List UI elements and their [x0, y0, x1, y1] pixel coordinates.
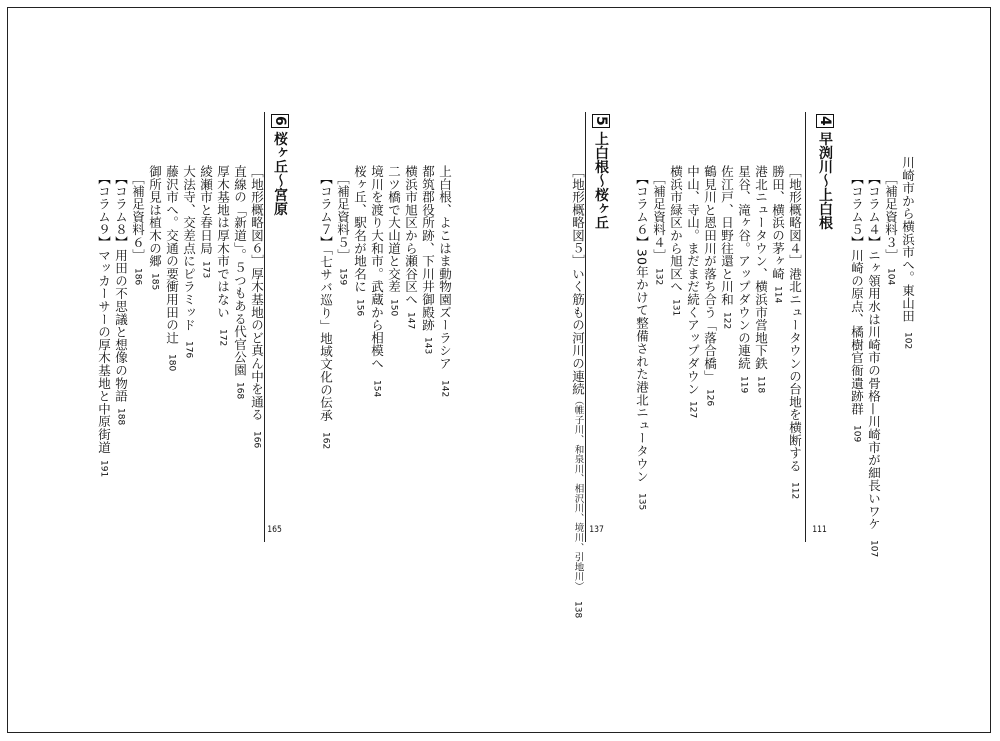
- chapter-number: 4: [817, 116, 833, 126]
- chapter-heading-5: [592, 114, 610, 230]
- toc-entry: 上白根、よこはま動物園ズーラシア142: [437, 165, 453, 397]
- toc-entry: 藤沢市へ。交通の要衝用田の辻180: [164, 165, 180, 372]
- toc-entry: 境川を渡り大和市。武蔵から相模へ154: [369, 165, 385, 397]
- toc-entry: 都筑郡役所跡、下川井御殿跡143: [420, 165, 436, 355]
- toc-entry: 川崎市から横浜市へ。東山田102: [900, 156, 916, 350]
- chapter-divider: [805, 112, 806, 542]
- toc-entry: ［補足資料５］159: [335, 172, 351, 285]
- toc-entry: 厚木基地は厚木市ではない172: [215, 165, 231, 346]
- toc-entry: 横浜市旭区から瀬谷区へ147: [403, 165, 419, 329]
- toc-entry: 【コラム４】ニヶ領用水は川崎市の骨格—川崎市が細長いワケ107: [866, 172, 882, 558]
- toc-entry: 大法寺、交差点にピラミッド176: [181, 165, 197, 359]
- toc-entry: 桜ヶ丘、駅名が地名に156: [352, 165, 368, 317]
- toc-entry: 【コラム８】用田の不思議と想像の物語188: [113, 172, 129, 426]
- toc-entry: 二ツ橋で大山道と交差150: [386, 165, 402, 317]
- toc-entry: ［地形概略図６］厚木基地のど真ん中を通る166: [249, 165, 265, 449]
- toc-entry-note: （帷子川、和泉川、相沢川、境川、引地川）: [572, 395, 584, 592]
- toc-entry: 【コラム７】「七サバ巡り」地域文化の伝承162: [318, 172, 334, 449]
- toc-entry: 【コラム５】川崎の原点、橘樹官衙遺跡群109: [849, 172, 865, 443]
- chapter-number: 5: [593, 116, 609, 126]
- chapter-heading-4: [816, 114, 834, 230]
- toc-entry: 星谷、滝ヶ谷。アップダウンの連続119: [736, 165, 752, 393]
- chapter-page: 111: [812, 525, 827, 535]
- toc-entry: ［地形概略図４］港北ニュータウンの台地を横断する112: [787, 165, 803, 500]
- toc-entry: 中山、寺山。まだまだ続くアップダウン127: [685, 165, 701, 419]
- toc-entry: 鶴見川と恩田川が落ち合う「落合橋」126: [702, 165, 718, 406]
- chapter-page: 165: [267, 525, 282, 535]
- toc-entry: ［補足資料６］186: [130, 172, 146, 285]
- chapter-number: 6: [272, 116, 288, 126]
- toc-entry: 港北ニュータウン、横浜市営地下鉄118: [753, 165, 769, 393]
- toc-entry: 【コラム６】30年かけて整備された港北ニュータウン135: [634, 172, 650, 511]
- toc-entry: 佐江戸、日野往還と川和122: [719, 165, 735, 329]
- toc-entry: ［補足資料４］132: [651, 172, 667, 285]
- chapter-heading-6: [271, 114, 289, 216]
- toc-entry: 【コラム９】マッカーサーの厚木基地と中原街道191: [96, 172, 112, 477]
- chapter-title: 早渕川〜上白根: [817, 131, 833, 230]
- toc-entry: 綾瀬市と春日局173: [198, 165, 214, 278]
- toc-entry: 直線の「新道」。５つもある代官公園168: [232, 165, 248, 400]
- chapter-title: 上白根〜桜ヶ丘: [593, 131, 609, 230]
- toc-entry: 御所見は植木の郷185: [147, 165, 163, 291]
- toc-page: [7, 7, 991, 733]
- toc-entry: ［補足資料３］104: [883, 172, 899, 285]
- toc-entry: 勝田、横浜の茅ヶ崎114: [770, 165, 786, 304]
- chapter-page: 137: [589, 525, 604, 535]
- toc-entry: ［地形概略図５］いく筋もの河川の連続（帷子川、和泉川、相沢川、境川、引地川）138: [570, 165, 586, 619]
- chapter-title: 桜ヶ丘〜宮原: [272, 131, 288, 216]
- toc-entry: 横浜市緑区から旭区へ131: [668, 165, 684, 317]
